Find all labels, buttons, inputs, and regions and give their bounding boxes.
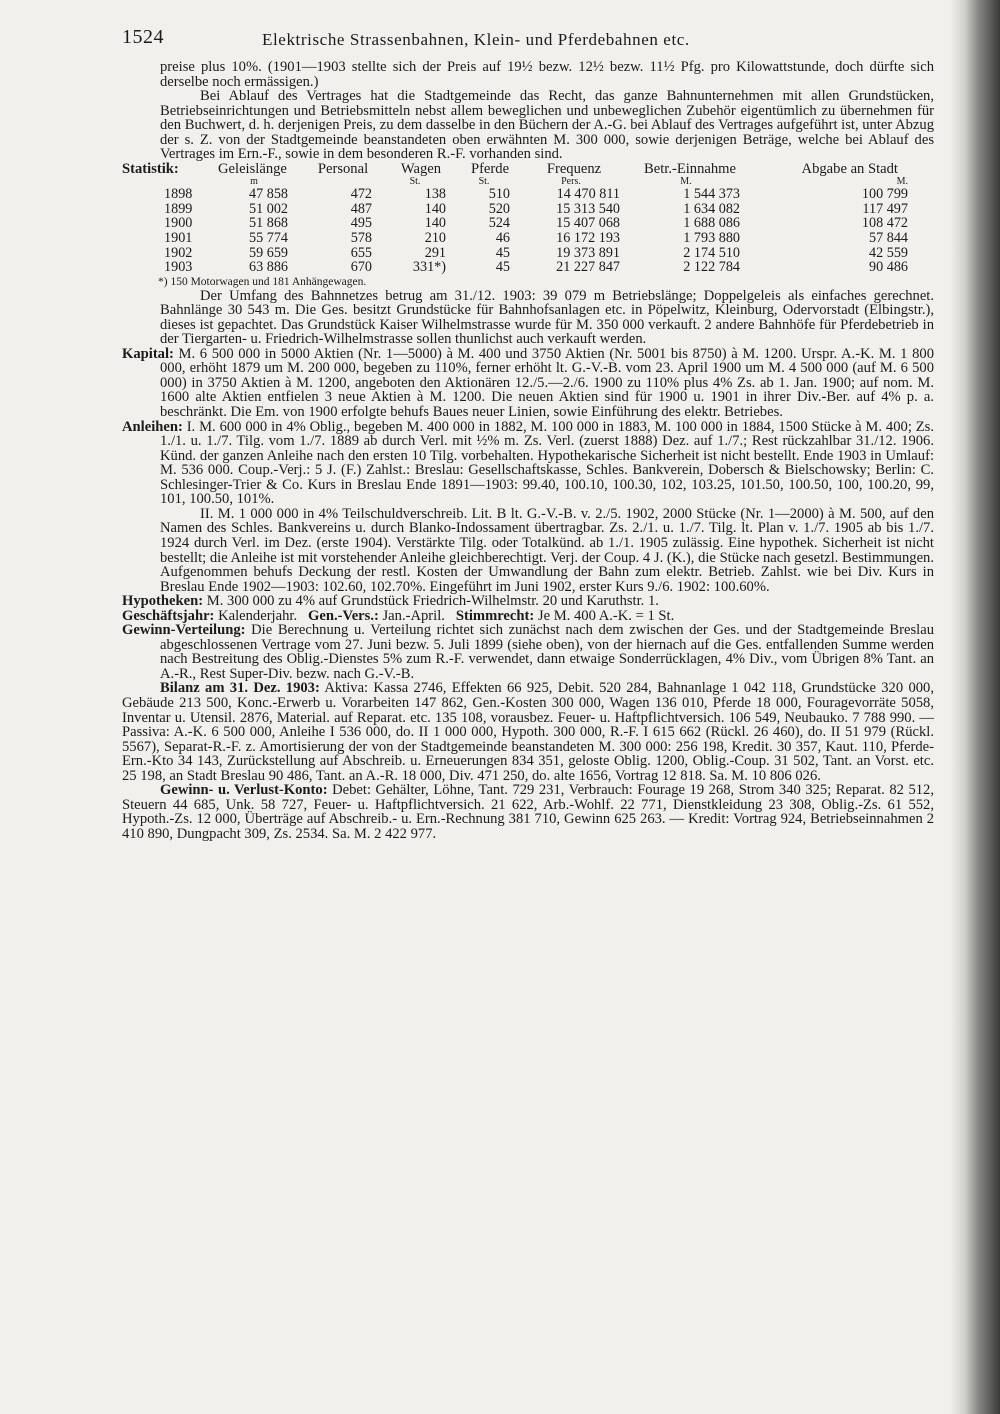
col-abgabe: Abgabe an Stadt: [801, 160, 898, 177]
anleihen-section: [122, 420, 934, 595]
cell: 45: [495, 244, 510, 261]
page-header: [122, 26, 934, 60]
cell: 16 172 193: [556, 230, 620, 247]
cell: 108 472: [861, 215, 908, 232]
cell: 1 544 373: [683, 186, 740, 203]
document-page: [122, 26, 935, 842]
geschaeftsjahr-label: Geschäftsjahr:: [122, 607, 215, 624]
table-row: [158, 187, 914, 202]
cell: 578: [350, 230, 372, 247]
col-geleislaenge: Geleislänge: [218, 160, 287, 177]
scan-page-edge: [950, 0, 1000, 1414]
cell: 15 407 068: [556, 215, 620, 232]
hypotheken-text: M. 300 000 zu 4% auf Grundstück Friedrich-Wilhelmstr. 20 und Karuthstr. 1.: [206, 593, 659, 610]
anleihen-label: Anleihen:: [122, 418, 183, 435]
cell: 46: [495, 230, 510, 247]
statistik-section: [122, 162, 934, 289]
statistik-table: [158, 176, 914, 274]
cell: 15 313 540: [556, 200, 620, 217]
cell: 19 373 891: [556, 244, 620, 261]
gewinn-verlust-section: [122, 783, 934, 841]
cell: 472: [350, 186, 372, 203]
col-personal: Personal: [317, 160, 369, 177]
cell: 138: [424, 186, 446, 203]
statistik-label: Statistik:: [122, 160, 179, 177]
kapital-section: [122, 347, 934, 420]
cell: 42 559: [868, 244, 908, 261]
cell: 57 844: [868, 230, 908, 247]
unit-cell: St.: [409, 176, 421, 188]
gewinn-verlust-label: Gewinn- u. Verlust-Konto:: [160, 782, 328, 799]
table-row: [158, 202, 914, 217]
cell: 1 793 880: [683, 230, 740, 247]
cell: 1902: [164, 244, 193, 261]
cell: 1901: [164, 230, 193, 247]
cell: 2 122 784: [683, 259, 740, 276]
gewinn-verteilung-text: Die Berechnung u. Verteilung richtet sich zunächst nach dem zwischen der Ges. und der Stadtgemeinde Breslau abgeschlossenen Vertrage vom 27. Juni bezw. 5. Juli 1899 (siehe oben), von der hiernach auf die Ges. entfallenden Summe werden nach Bestreitung des Oblig.-Dienstes 5% zum R.-F. verwendet, dann etwaige Sonderrücklagen, 4% Div., vom Übrigen 8% Tant. an A.-R., Rest Super-Div. bezw. nach G.-V.-B.: [160, 622, 935, 682]
cell: 14 470 811: [556, 186, 620, 203]
anleihen-text: I. M. 600 000 in 4% Oblig., begeben M. 400 000 in 1882, M. 100 000 in 1883, M. 100 000 in 1884, 1500 Stücke à M. 400; Zs. 1./1. u. 1./7. Tilg. vom 1./7. 1889 ab durch Verl. mit ½% m. Zs. Verl. (zuerst 1888) Dez. auf 1./7.; Rest rückzahlbar 31./12. 1906. Künd. der ganzen Anleihe nach den ersten 10 Tilg. vorbehalten. Hypothekarische Sicherheit ist nicht bestellt. Ende 1903 in Umlauf: M. 536 000. Coup.-Verj.: 5 J. (F.) Zahlst.: Breslau: Gesellschaftskasse, Schles. Bankverein, Dobersch & Bielschowsky; Berlin: C. Schlesinger-Trier & Co. Kurs in Breslau Ende 1891—1903: 99.40, 100.10, 100.30, 102, 103.25, 101.50, 100.50, 100, 100.20, 99, 101, 100.50, 101%.: [160, 418, 934, 508]
cell: 1 634 082: [683, 200, 740, 217]
geschaeftsjahr-section: [122, 609, 934, 624]
cell: 291: [424, 244, 446, 261]
cell: 140: [424, 215, 446, 232]
gewinn-verlust-text: Debet: Gehälter, Löhne, Tant. 729 231, Verbrauch: Fourage 19 268, Strom 340 325; Reparat. 82 512, Steuern 44 685, Unk. 58 727, Feuer- u. Haftpflichtversich. 21 622, Arb.-Wohlf. 22 771, Dienstkleidung 23 308, Oblig.-Zs. 61 552, Hypoth.-Zs. 12 000, Überträge auf Abschreib.- u. Ern.-Rechnung 381 710, Gewinn 625 263. — Kredit: Vortrag 924, Betriebseinnahmen 2 410 890, Dungpacht 309, Zs. 2534. Sa. M. 2 422 977.: [122, 782, 935, 842]
unit-cell: M.: [896, 176, 908, 188]
table-row: [158, 216, 914, 231]
col-pferde: Pferde: [470, 160, 510, 177]
cell: 1900: [164, 215, 193, 232]
gewinn-verteilung-section: [122, 623, 934, 681]
cell: 670: [350, 259, 372, 276]
page-number: 1524: [122, 26, 164, 48]
bilanz-label: Bilanz am 31. Dez. 1903:: [160, 680, 320, 697]
cell: 90 486: [868, 259, 908, 276]
bilanz-text: Aktiva: Kassa 2746, Effekten 66 925, Debit. 520 284, Bahnanlage 1 042 118, Grundstücke 320 000, Gebäude 213 500, Konc.-Erwerb u. Vorarbeiten 147 862, Gen.-Kosten 300 000, Wagen 136 010, Pferde 18 000, Fouragevorräte 5058, Inventar u. Utensil. 2876, Material. auf Reparat. etc. 135 108, vorausbez. Feuer- u. Haftpflichtversich. 106 549, Neubauko. 7 788 990. — Passiva: A.-K. 6 500 000, Anleihe I 536 000, do. II 1 000 000, Hypoth. 300 000, R.-F. I 615 662 (Rückl. 26 460), do. II 51 979 (Rückl. 5567), Separat-R.-F. z. Amortisierung der von der Stadtgemeinde beanstandeten M. 300 000: 256 198, Kredit. 30 357, Kaut. 110, Pferde-Ern.-Kto 34 143, Zurückstellung auf Abschreib. u. Erneuerungen 834 351, geloste Oblig. 1200, Oblig.-Coup. 31 502, Tant. an Vorst. etc. 25 198, an Stadt Breslau 90 486, Tant. an A.-R. 18 000, Div. 471 250, do. alte 1656, Vortrag 12 818. Sa. M. 10 806 026.: [122, 680, 934, 784]
statistik-header: [122, 162, 934, 177]
umfang-paragraph: Der Umfang des Bahnnetzes betrug am 31./12. 1903: 39 079 m Betriebslänge; Doppelgeleis als einfaches gerechnet. Bahnlänge 30 543 m. Die Ges. besitzt Grundstücke für Bahnhofsanlagen etc. in Pöpelwitz, Kleinburg, Odervorstadt (Elbingstr.), dieses ist gepachtet. Das Grundstück Kaiser Wilhelmstrasse wurde für M. 350 000 verkauft. 2 andere Bahnhöfe für Pferdebetrieb in der Tiergarten- u. Friedrich-Wilhelmstrasse sollen thunlichst auch verkauft werden.: [160, 287, 934, 348]
unit-cell: Pers.: [561, 176, 581, 188]
cell: 140: [424, 200, 446, 217]
stimmrecht-label: Stimmrecht:: [455, 607, 535, 624]
kapital-text: M. 6 500 000 in 5000 Aktien (Nr. 1—5000) à M. 400 und 3750 Aktien (Nr. 5001 bis 8750) à M. 1200. Urspr. A.-K. M. 1 800 000, erhöht 1879 um M. 200 000, begeben zu 110%, ferner erhöht lt. G.-V.-B. vom 23. April 1900 um M. 4 500 000 (auf M. 6 500 000) in 3750 Aktien à M. 1200, angeboten den Aktionären 12./5.—2./6. 1900 zu 110% plus 4% Zs. ab 1. Jan. 1900; auf nom. M. 1600 alte Aktien entfielen 3 neue Aktien à M. 1200. Die neuen Aktien sind für 1900 u. 1901 in ihrer Div.-Ber. auf 4% p. a. beschränkt. Die Em. von 1900 erfolgte behufs Baues neuer Linien, sowie Einführung des elektr. Betriebes.: [160, 345, 934, 421]
hypotheken-label: Hypotheken:: [122, 593, 204, 610]
table-row: [158, 231, 914, 246]
cell: 1899: [164, 200, 193, 217]
cell: 210: [424, 230, 446, 247]
cell: 51 868: [248, 215, 288, 232]
intro-paragraph-2: Bei Ablauf des Vertrages hat die Stadtgemeinde das Recht, das ganze Bahnunternehmen mit allen Grundstücken, Betriebseinrichtungen und Betriebsmitteln nebst allem beweglichen und unbeweglichen Zubehör eigentümlich zu übernehmen für den Buchwert, d. h. derjenigen Preis, zu dem dasselbe in den Büchern der A.-G. bei Ablauf des Vertrages aufgeführt ist, unter Abzug der s. Z. von der Stadtgemeinde beanstandeten oben erwähnten M. 300 000, sowie derjenigen Beträge, welche bei Ablauf des Vertrages im Ern.-F., sowie in dem besonderen R.-F. vorhanden sind.: [160, 88, 934, 163]
cell: 21 227 847: [556, 259, 620, 276]
cell: 1898: [164, 186, 193, 203]
unit-cell: St.: [478, 176, 490, 188]
anleihen-ii-text: II. M. 1 000 000 in 4% Teilschuldverschreib. Lit. B lt. G.-V.-B. v. 2./5. 1902, 2000 Stücke (Nr. 1—2000) à M. 500, auf den Namen des Schles. Bankvereins u. durch Blanko-Indossament übertragbar. Zs. 2./1. u. 1./7. Tilg. lt. Plan v. 1./7. 1905 ab bis 1./7. 1924 durch Verl. im Dez. (erste 1904). Verstärkte Tilg. oder Totalkünd. ab 1./1. 1905 zulässig. Eine hypothek. Sicherheit ist nicht bestellt; die Anleihe ist mit vorstehender Anleihe gleichberechtigt. Verj. der Coup. 4 J. (K.), die Stücke nach gesetzl. Bestimmungen. Aufgenommen behufs Deckung der restl. Kosten der Umwandlung der Bahn zum elektr. Betrieb. Zahlst. wie bei Div. Kurs in Breslau Ende 1902—1903: 102.60, 102.70%. Eingeführt im Juni 1902, erster Kurs 9./6. 1902: 100.60%.: [160, 505, 934, 595]
cell: 55 774: [248, 230, 288, 247]
table-row: [158, 260, 914, 275]
cell: 524: [488, 215, 510, 232]
gewinn-verteilung-label: Gewinn-Verteilung:: [122, 622, 246, 639]
cell: 495: [350, 215, 372, 232]
cell: 63 886: [248, 259, 288, 276]
cell: 487: [350, 200, 372, 217]
col-betr-einnahme: Betr.-Einnahme: [644, 160, 736, 177]
unit-cell: m: [250, 176, 258, 188]
table-row: [158, 246, 914, 261]
running-title: Elektrische Strassenbahnen, Klein- und Pferdebahnen etc.: [262, 30, 690, 49]
cell: 1903: [164, 259, 193, 276]
statistik-footnote: *) 150 Motorwagen und 181 Anhängewagen.: [158, 275, 367, 288]
cell: 47 858: [248, 186, 288, 203]
cell: 331*): [412, 259, 446, 276]
cell: 59 659: [248, 244, 288, 261]
cell: 510: [488, 186, 510, 203]
geschaeftsjahr-text: Kalenderjahr.: [218, 607, 298, 624]
cell: 100 799: [861, 186, 908, 203]
col-frequenz: Frequenz: [546, 160, 602, 177]
cell: 2 174 510: [683, 244, 740, 261]
intro-paragraph-1: preise plus 10%. (1901—1903 stellte sich der Preis auf 19½ bezw. 12½ bezw. 11½ Pfg. pro Kilowattstunde, doch dürfte sich derselbe noch ermässigen.): [160, 59, 934, 90]
kapital-label: Kapital:: [122, 345, 174, 362]
bilanz-section: [122, 681, 934, 783]
col-wagen: Wagen: [400, 160, 442, 177]
cell: 1 688 086: [683, 215, 740, 232]
cell: 117 497: [862, 200, 908, 217]
cell: 655: [350, 244, 372, 261]
gen-vers-label: Gen.-Vers.:: [308, 607, 379, 624]
cell: 45: [495, 259, 510, 276]
umfang-block: [122, 289, 934, 347]
unit-cell: M.: [680, 176, 692, 188]
stimmrecht-text: Je M. 400 A.-K. = 1 St.: [537, 607, 675, 624]
intro-block: [122, 60, 934, 162]
gen-vers-text: Jan.-April.: [382, 607, 445, 624]
hypotheken-section: [122, 594, 934, 609]
cell: 520: [488, 200, 510, 217]
cell: 51 002: [248, 200, 288, 217]
